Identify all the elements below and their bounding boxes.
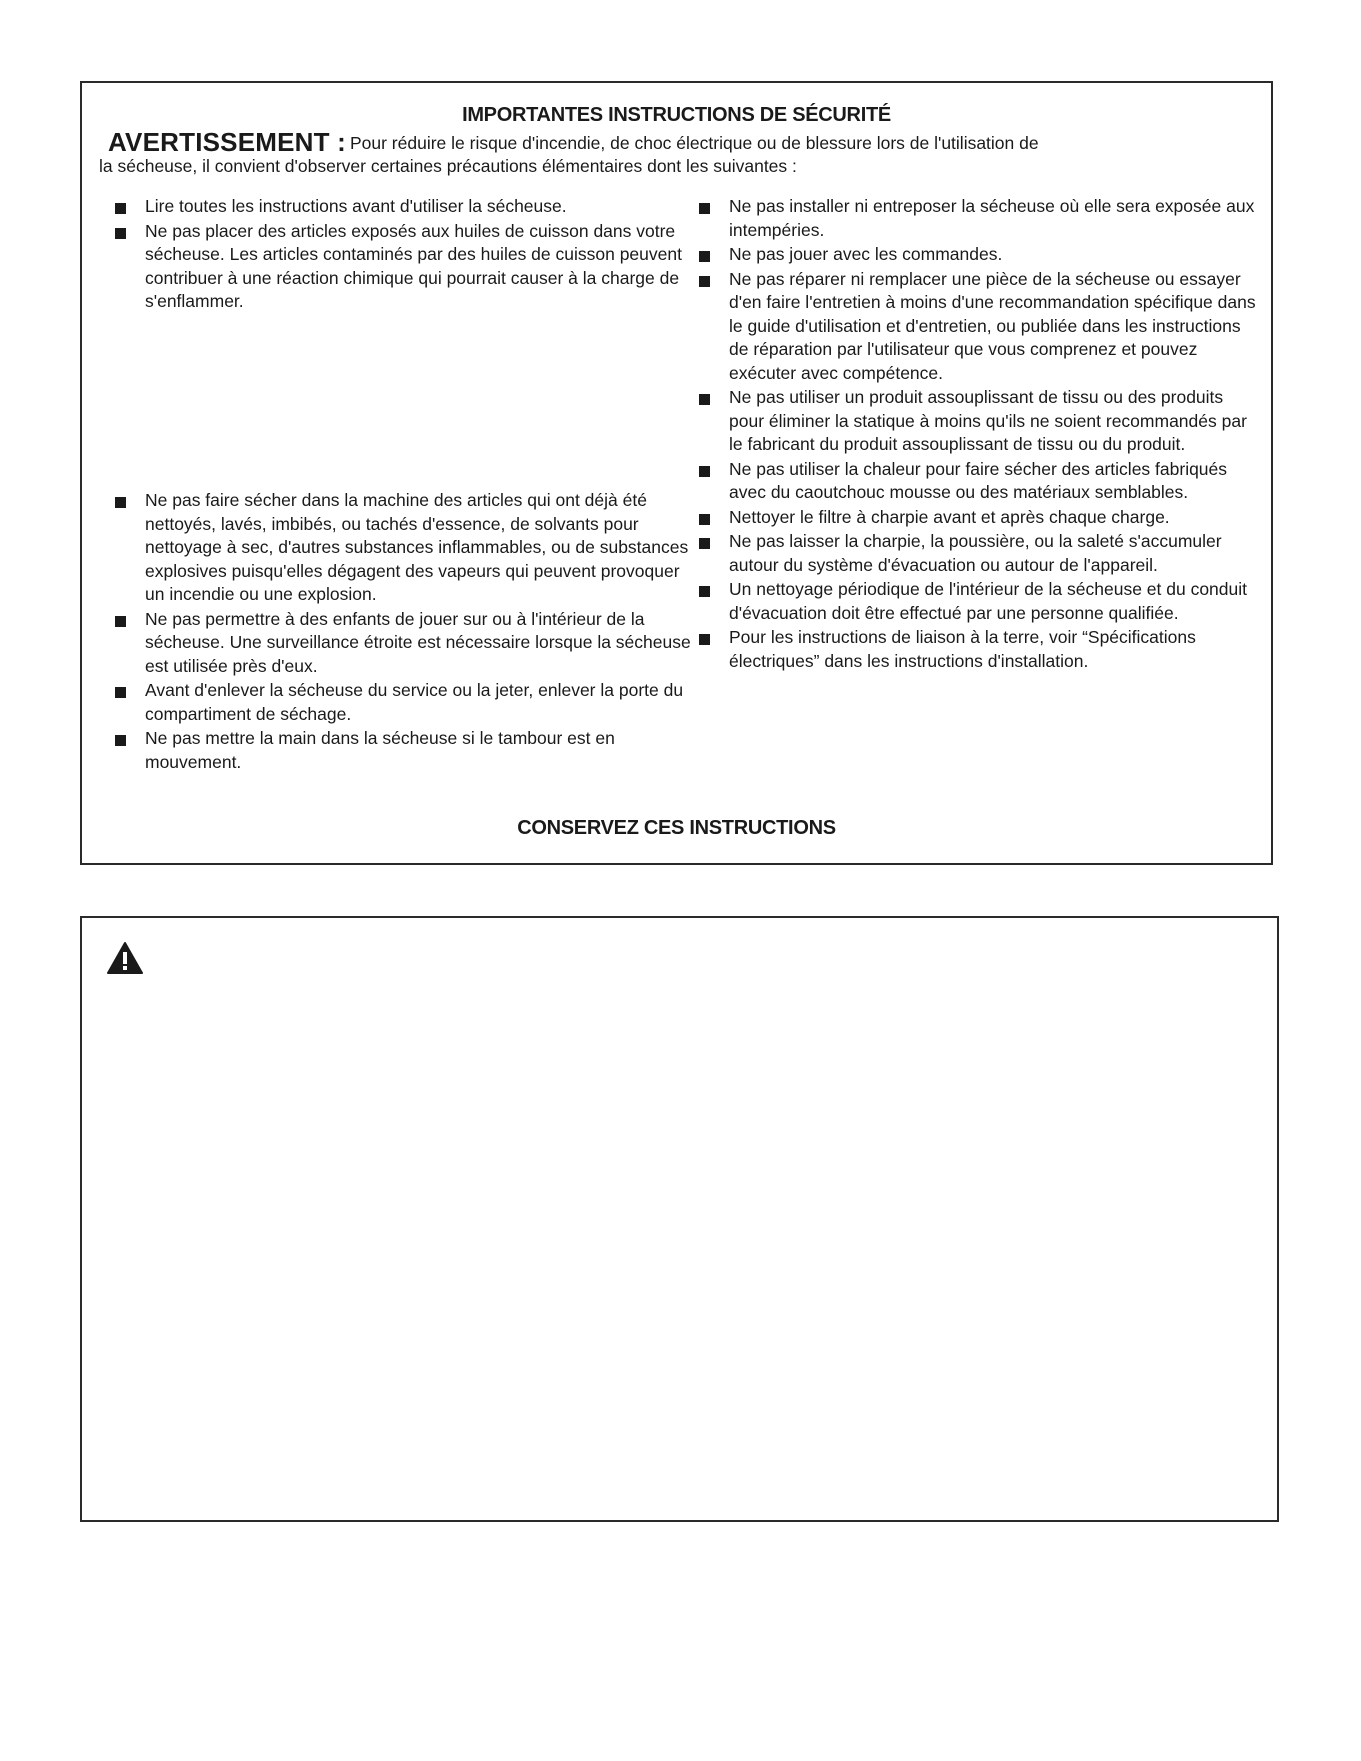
- left-column-list-top: [108, 195, 698, 315]
- safety-title: IMPORTANTES INSTRUCTIONS DE SÉCURITÉ: [462, 104, 891, 126]
- list-item: [692, 268, 1262, 386]
- bullet-square-icon: [115, 203, 126, 214]
- list-item: [108, 727, 698, 774]
- list-item: [692, 506, 1262, 530]
- bullet-square-icon: [699, 586, 710, 597]
- save-instructions-footer: CONSERVEZ CES INSTRUCTIONS: [517, 817, 836, 839]
- bullet-square-icon: [699, 466, 710, 477]
- list-item-text: Ne pas installer ni entreposer la sécheuse où elle sera exposée aux intempéries.: [729, 196, 1255, 240]
- list-item-text: Ne pas jouer avec les commandes.: [729, 244, 1003, 264]
- list-item-text: Avant d'enlever la sécheuse du service ou la jeter, enlever la porte du compartiment de séchage.: [145, 680, 684, 724]
- list-item-text: Pour les instructions de liaison à la terre, voir “Spécifications électriques” dans les instructions d'installation.: [729, 627, 1196, 671]
- list-item-text: Ne pas utiliser un produit assouplissant de tissu ou des produits pour éliminer la statique à moins qu'ils ne soient recommandés par le fabricant du produit assouplissant de tissu ou du produit.: [729, 387, 1247, 454]
- list-item: [108, 679, 698, 726]
- list-item-text: Nettoyer le filtre à charpie avant et après chaque charge.: [729, 506, 1170, 527]
- list-item: [692, 578, 1262, 625]
- bullet-square-icon: [699, 276, 710, 287]
- list-item-text: Ne pas utiliser la chaleur pour faire sécher des articles fabriqués avec du caoutchouc mousse ou des matériaux semblables.: [729, 458, 1228, 502]
- list-item-text: Ne pas faire sécher dans la machine des articles qui ont déjà été nettoyés, lavés, imbibés, ou tachés d'essence, de solvants pour nettoyage à sec, d'autres substances inflammables, ou de substances explosives puisqu'elles dégagent des vapeurs qui peuvent provoquer un incendie ou une explosion.: [145, 490, 689, 604]
- warning-box: [80, 916, 1279, 1522]
- bullet-square-icon: [699, 634, 710, 645]
- bullet-square-icon: [115, 735, 126, 746]
- warning-word: AVERTISSEMENT :: [108, 127, 346, 157]
- bullet-square-icon: [115, 687, 126, 698]
- bullet-square-icon: [699, 251, 710, 262]
- bullet-square-icon: [115, 228, 126, 239]
- intro-line-1: Pour réduire le risque d'incendie, de choc électrique ou de blessure lors de l'utilisation de: [349, 133, 1039, 153]
- bullet-square-icon: [699, 538, 710, 549]
- list-item: [108, 608, 698, 679]
- list-item: [108, 489, 698, 607]
- list-item: [692, 626, 1262, 673]
- list-item-text: Ne pas permettre à des enfants de jouer sur ou à l'intérieur de la sécheuse. Une surveillance étroite est nécessaire lorsque la sécheuse est utilisée près d'eux.: [145, 608, 691, 676]
- list-item: [692, 386, 1262, 457]
- list-item: [692, 195, 1262, 242]
- list-item-text: Ne pas placer des articles exposés aux huiles de cuisson dans votre sécheuse. Les articles contaminés par des huiles de cuisson peuvent contribuer à une réaction chimique qui pourrait causer à la charge de s'enflammer.: [145, 220, 682, 311]
- list-item: [108, 195, 698, 219]
- list-item: [692, 243, 1262, 267]
- list-item: [692, 458, 1262, 505]
- safety-instructions-box: [80, 81, 1273, 865]
- list-item-text: Ne pas laisser la charpie, la poussière, ou la saleté s'accumuler autour du système d'évacuation ou autour de l'appareil.: [729, 531, 1222, 575]
- bullet-square-icon: [115, 497, 126, 508]
- bullet-square-icon: [699, 203, 710, 214]
- list-item: [692, 530, 1262, 577]
- bullet-square-icon: [699, 514, 710, 525]
- bullet-square-icon: [699, 394, 710, 405]
- intro-line-2: la sécheuse, il convient d'observer certaines précautions élémentaires dont les suivantes :: [99, 156, 797, 176]
- list-item-text: Ne pas mettre la main dans la sécheuse si le tambour est en mouvement.: [145, 728, 615, 772]
- list-item: [108, 220, 698, 314]
- bullet-square-icon: [115, 616, 126, 627]
- list-item-text: Un nettoyage périodique de l'intérieur de la sécheuse et du conduit d'évacuation doit être effectué par une personne qualifiée.: [729, 579, 1248, 623]
- list-item-text: Ne pas réparer ni remplacer une pièce de la sécheuse ou essayer d'en faire l'entretien à moins d'une recommandation spécifique dans le guide d'utilisation et d'entretien, ou publiée dans les instructions de réparation par l'utilisateur que vous comprenez et pouvez exécuter avec compétence.: [729, 268, 1256, 383]
- list-item-text: Lire toutes les instructions avant d'utiliser la sécheuse.: [145, 196, 567, 216]
- left-column-list-bottom: [108, 489, 698, 775]
- warning-triangle-icon: [106, 941, 144, 975]
- right-column-list: [692, 195, 1262, 674]
- warning-intro: [99, 127, 1251, 178]
